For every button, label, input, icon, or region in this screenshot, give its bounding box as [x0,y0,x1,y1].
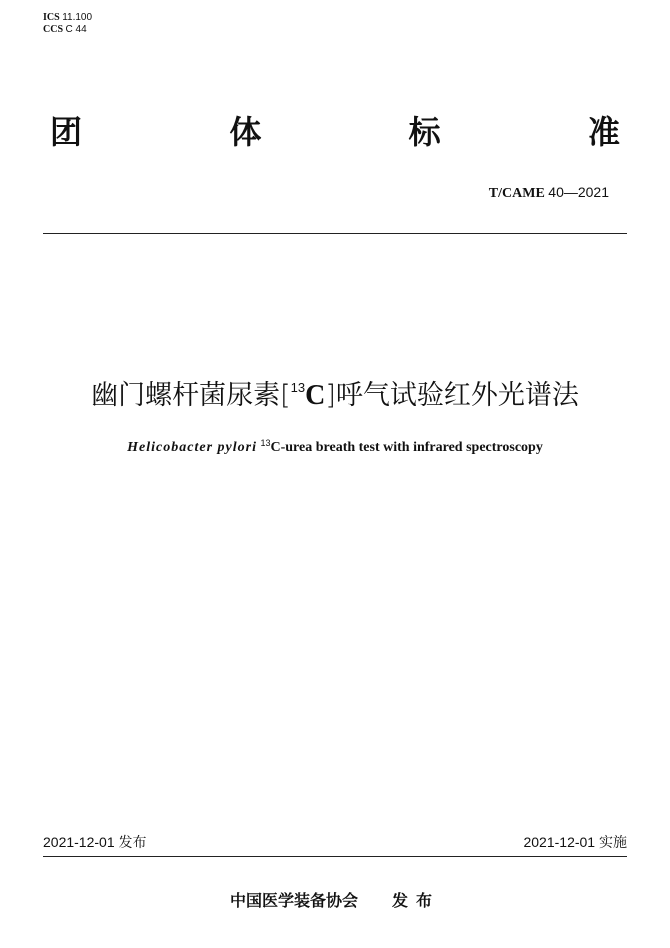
ccs-label: CCS [43,24,64,35]
title-cn-prefix: 幽门螺杆菌尿素 [91,380,281,411]
publisher-name: 中国医学装备协会 [229,891,358,910]
publisher-line [0,890,670,912]
title-english [0,433,670,458]
standard-type-char: 体 [229,113,262,151]
standard-org-code: T/CAME [488,186,545,201]
standard-type-heading [50,112,620,152]
title-cn-bracket-close: ] [325,380,336,411]
implementation-date-label: 实施 [599,835,627,851]
standard-number [489,183,609,203]
title-chinese [0,368,670,416]
standard-type-char: 团 [50,113,83,151]
title-cn-suffix: 呼气试验红外光谱法 [335,380,579,411]
ccs-value: C 44 [65,24,87,35]
ccs-code [43,24,92,36]
title-en-organism: Helicobacter pylori [127,440,257,455]
implementation-date [523,833,627,852]
publisher-action: 发布 [392,891,441,910]
issue-date-value: 2021-12-01 [43,834,115,850]
title-cn-bracket-open: [ [280,380,291,411]
top-divider [43,233,627,234]
standard-number-value: 40—2021 [548,184,609,200]
title-en-rest: C-urea breath test with infrared spectroscopy [270,440,543,455]
ics-code [43,12,92,24]
ics-value: 11.100 [62,12,93,23]
bottom-divider [43,856,627,857]
classification-codes [43,12,92,36]
implementation-date-value: 2021-12-01 [523,834,596,850]
title-cn-isotope-mass: 13 [290,380,306,395]
standard-type-char: 准 [587,113,620,151]
title-en-isotope-mass: 13 [260,438,271,448]
ics-label: ICS [43,12,60,23]
title-cn-isotope-symbol: C [305,380,326,411]
issue-date [43,833,147,852]
issue-date-label: 发布 [118,835,147,851]
standard-type-char: 标 [408,113,441,151]
